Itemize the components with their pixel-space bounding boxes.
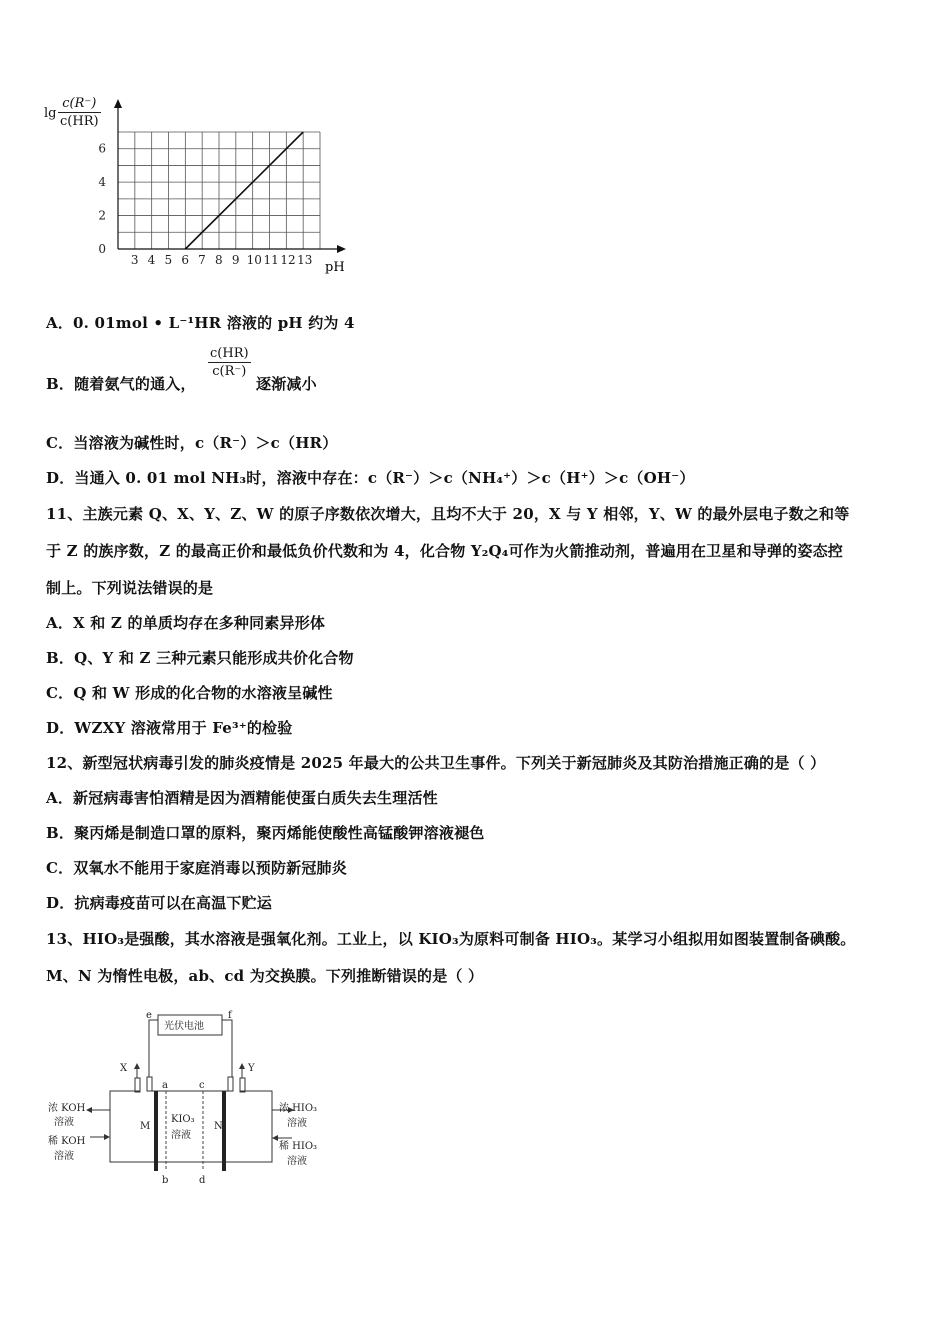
q10-option-c: C．当溶液为碱性时，c（R⁻）＞c（HR） xyxy=(46,434,338,452)
q10-option-b-pre: B．随着氨气的通入， xyxy=(46,375,196,393)
outlet-y xyxy=(240,1078,245,1092)
label-left-top-1: 浓 KOH xyxy=(48,1103,86,1114)
arrow-x-icon xyxy=(134,1063,140,1069)
label-left-bot-1: 稀 KOH xyxy=(48,1136,86,1147)
arrow-left-in-icon xyxy=(104,1134,110,1140)
wire-right xyxy=(222,1020,232,1077)
chart-xlabel: pH xyxy=(325,260,345,275)
q13-stem-line2: M、N 为惰性电极，ab、cd 为交换膜。下列推断错误的是（ ） xyxy=(46,967,484,985)
y-tick-label: 0 xyxy=(98,242,106,256)
chart-ylabel-denominator: c(HR) xyxy=(60,114,99,129)
q11-stem-line2: 于 Z 的族序数，Z 的最高正价和最低负价代数和为 4，化合物 Y₂Q₄可作为火箭推动剂，普遍用在卫星和导弹的姿态控 xyxy=(46,542,843,560)
wire-left xyxy=(149,1020,158,1077)
chart-grid xyxy=(118,132,320,249)
label-e: e xyxy=(146,1010,152,1021)
x-tick-label: 7 xyxy=(198,253,206,267)
x-tick-label: 5 xyxy=(164,253,173,267)
y-tick-label: 4 xyxy=(98,175,106,190)
label-y: Y xyxy=(248,1063,255,1074)
arrow-y-icon xyxy=(239,1063,245,1069)
label-f: f xyxy=(228,1010,232,1021)
label-right-bot-1: 稀 HIO₃ xyxy=(279,1141,318,1152)
q12-option-d: D．抗病毒疫苗可以在高温下贮运 xyxy=(46,894,273,912)
electrode-n-lead xyxy=(228,1077,233,1091)
q11-stem-line1: 11、主族元素 Q、X、Y、Z、W 的原子序数依次增大，且均不大于 20，X 与 Y 相邻，Y、W 的最外层电子数之和等 xyxy=(46,505,850,523)
label-right-top-1: 浓 HIO₃ xyxy=(279,1103,318,1114)
x-tick-label: 9 xyxy=(231,253,240,267)
chart-axes xyxy=(114,99,346,253)
label-right-bot-2: 溶液 xyxy=(287,1156,307,1167)
x-tick-label: 8 xyxy=(215,253,223,267)
x-tick-label: 11 xyxy=(263,253,279,267)
battery-label: 光伏电池 xyxy=(164,1021,204,1032)
x-tick-label: 3 xyxy=(130,253,139,267)
q11-stem-line3: 制上。下列说法错误的是 xyxy=(46,579,214,597)
q12-option-b: B．聚丙烯是制造口罩的原料，聚丙烯能使酸性高锰酸钾溶液褪色 xyxy=(46,824,485,842)
q10-option-b-denominator: c(R⁻) xyxy=(212,364,247,379)
electrode-m-lead xyxy=(147,1077,152,1091)
label-x: X xyxy=(120,1063,128,1074)
label-left-top-2: 溶液 xyxy=(54,1117,74,1128)
chart-ticks xyxy=(98,142,312,267)
label-n: N xyxy=(214,1121,223,1132)
x-tick-label: 4 xyxy=(147,253,156,267)
q13-stem-line1: 13、HIO₃是强酸，其水溶液是强氧化剂。工业上，以 KIO₃为原料可制备 HIO₃。某学习小组拟用如图装置制备碘酸。 xyxy=(46,930,856,948)
label-d: d xyxy=(199,1175,206,1186)
label-right-top-2: 溶液 xyxy=(287,1118,307,1129)
x-tick-label: 12 xyxy=(280,253,296,267)
q10-option-d: D．当通入 0. 01 mol NH₃时，溶液中存在：c（R⁻）＞c（NH₄⁺）＞c（H⁺）＞c（OH⁻） xyxy=(46,469,695,487)
series-line xyxy=(185,132,303,249)
outlet-x xyxy=(135,1078,140,1092)
label-kio3: KIO₃ xyxy=(171,1114,195,1125)
q11-option-c: C．Q 和 W 形成的化合物的水溶液呈碱性 xyxy=(46,684,333,702)
x-tick-label: 10 xyxy=(246,253,262,267)
electrolysis-diagram xyxy=(40,1010,340,1190)
arrow-left-out-icon xyxy=(86,1107,92,1113)
label-m: M xyxy=(140,1121,151,1132)
line-chart xyxy=(90,95,360,280)
q12-option-a: A．新冠病毒害怕酒精是因为酒精能使蛋白质失去生理活性 xyxy=(46,789,438,807)
label-a: a xyxy=(162,1080,168,1091)
q11-option-b: B．Q、Y 和 Z 三种元素只能形成共价化合物 xyxy=(46,649,354,667)
q10-option-b-fraction xyxy=(208,346,251,379)
q10-option-b-post: 逐渐减小 xyxy=(256,375,317,393)
q11-option-d: D．WZXY 溶液常用于 Fe³⁺的检验 xyxy=(46,719,293,737)
q12-option-c: C．双氧水不能用于家庭消毒以预防新冠肺炎 xyxy=(46,859,347,877)
q11-option-a: A．X 和 Z 的单质均存在多种同素异形体 xyxy=(46,614,326,632)
chart-ylabel-numerator: c(R⁻) xyxy=(62,96,97,111)
label-left-bot-2: 溶液 xyxy=(54,1151,74,1162)
q10-option-a: A．0. 01mol • L⁻¹HR 溶液的 pH 约为 4 xyxy=(46,314,355,332)
y-axis-arrow-icon xyxy=(114,99,122,108)
label-b: b xyxy=(162,1175,169,1186)
q10-option-b-numerator: c(HR) xyxy=(210,346,249,361)
x-tick-label: 6 xyxy=(181,253,189,267)
q12-stem: 12、新型冠状病毒引发的肺炎疫情是 2025 年最大的公共卫生事件。下列关于新冠肺炎及其防治措施正确的是（ ） xyxy=(46,754,826,772)
q10-option-b xyxy=(46,373,196,394)
x-axis-arrow-icon xyxy=(337,245,346,253)
x-tick-label: 13 xyxy=(297,253,313,267)
y-tick-label: 2 xyxy=(98,208,106,223)
y-tick-label: 6 xyxy=(98,141,106,156)
electrode-m xyxy=(154,1091,158,1171)
arrow-right-in-icon xyxy=(272,1135,278,1141)
cell-outline xyxy=(110,1091,272,1162)
label-kio3-sol: 溶液 xyxy=(171,1130,191,1141)
chart-series xyxy=(185,132,303,249)
label-c: c xyxy=(199,1080,205,1091)
chart-ylabel-prefix: lg xyxy=(44,106,57,121)
